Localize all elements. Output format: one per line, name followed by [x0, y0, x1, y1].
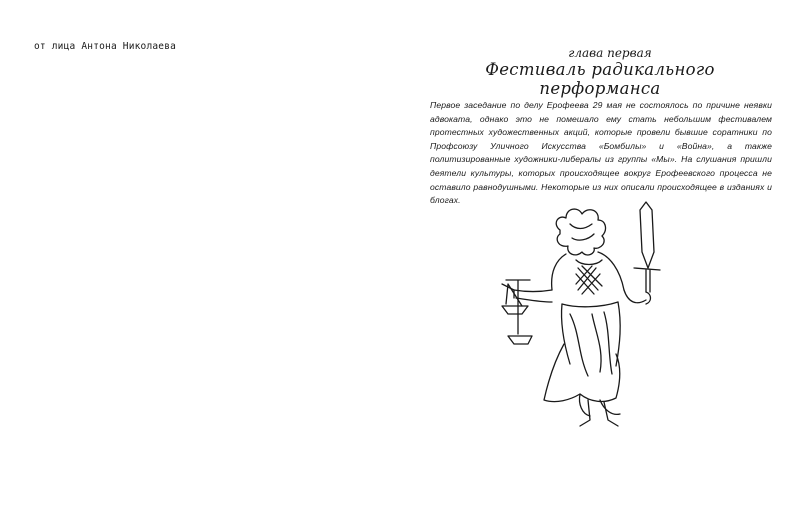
themis-illustration: [500, 194, 690, 429]
chapter-label: глава первая: [568, 46, 652, 60]
right-page: [400, 0, 800, 506]
running-head: от лица Антона Николаева: [34, 41, 177, 52]
themis-justice-icon: [500, 194, 690, 429]
intro-paragraph: Первое заседание по делу Ерофеева 29 мая не состоялось по причине неявки адвоката, однако это не помешало ему стать небольшим фестивалем протестных художественных акций, которые провели бывшие соратники по Профсоюзу Уличного Искусства «Бомбилы» и «Война», а также политизированные художники-либералы из группы «Мы». На слушания пришли деятели культуры, которых происходящее вокруг Ерофеевского процесса не оставило равнодушными. Некоторые из них описали происходящее в изданиях и блогах.: [430, 100, 772, 206]
chapter-title: Фестиваль радикального перформанса: [485, 60, 715, 98]
